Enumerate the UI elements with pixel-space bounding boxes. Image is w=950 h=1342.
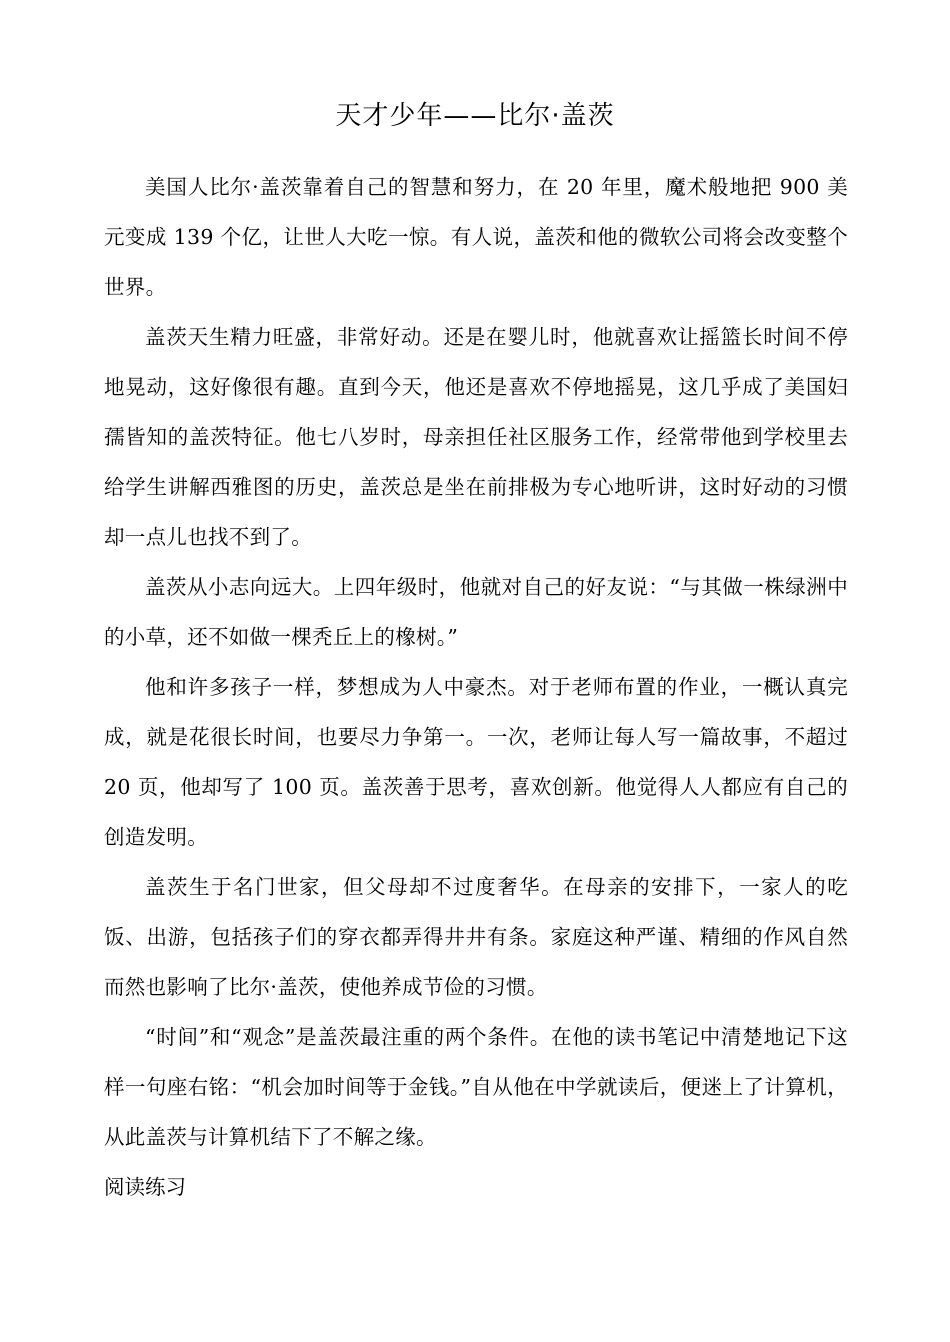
paragraph-2: 盖茨天生精力旺盛，非常好动。还是在婴儿时，他就喜欢让摇篮长时间不停地晃动，这好像很有趣。直到今天，他还是喜欢不停地摇晃，这几乎成了美国妇孺皆知的盖茨特征。他七八岁时，母亲担任社区服务工作，经常带他到学校里去给学生讲解西雅图的历史，盖茨总是坐在前排极为专心地听讲，这时好动的习惯却一点儿也找不到了。 — [104, 325, 848, 549]
paragraph-5: 盖茨生于名门世家，但父母却不过度奢华。在母亲的安排下，一家人的吃饭、出游，包括孩子们的穿衣都弄得井井有条。家庭这种严谨、精细的作风自然而然也影响了比尔·盖茨，使他养成节俭的习惯。 — [104, 875, 848, 999]
paragraph-3: 盖茨从小志向远大。上四年级时，他就对自己的好友说：“与其做一株绿洲中的小草，还不如做一棵秃丘上的橡树。” — [104, 575, 848, 649]
section-label-reading-exercise: 阅读练习 — [104, 1175, 186, 1199]
paragraph-6: “时间”和“观念”是盖茨最注重的两个条件。在他的读书笔记中清楚地记下这样一句座右铭：“机会加时间等于金钱。”自从他在中学就读后，便迷上了计算机，从此盖茨与计算机结下了不解之缘。 — [104, 1025, 848, 1149]
paragraph-1: 美国人比尔·盖茨靠着自己的智慧和努力，在 20 年里，魔术般地把 900 美元变成 139 个亿，让世人大吃一惊。有人说，盖茨和他的微软公司将会改变整个世界。 — [104, 175, 848, 299]
paragraph-4: 他和许多孩子一样，梦想成为人中豪杰。对于老师布置的作业，一概认真完成，就是花很长时间，也要尽力争第一。一次，老师让每人写一篇故事，不超过 20 页，他却写了 100 页。盖茨善于思考，喜欢创新。他觉得人人都应有自己的创造发明。 — [104, 675, 848, 849]
document-body — [104, 162, 848, 1212]
document-title: 天才少年——比尔·盖茨 — [335, 101, 615, 131]
